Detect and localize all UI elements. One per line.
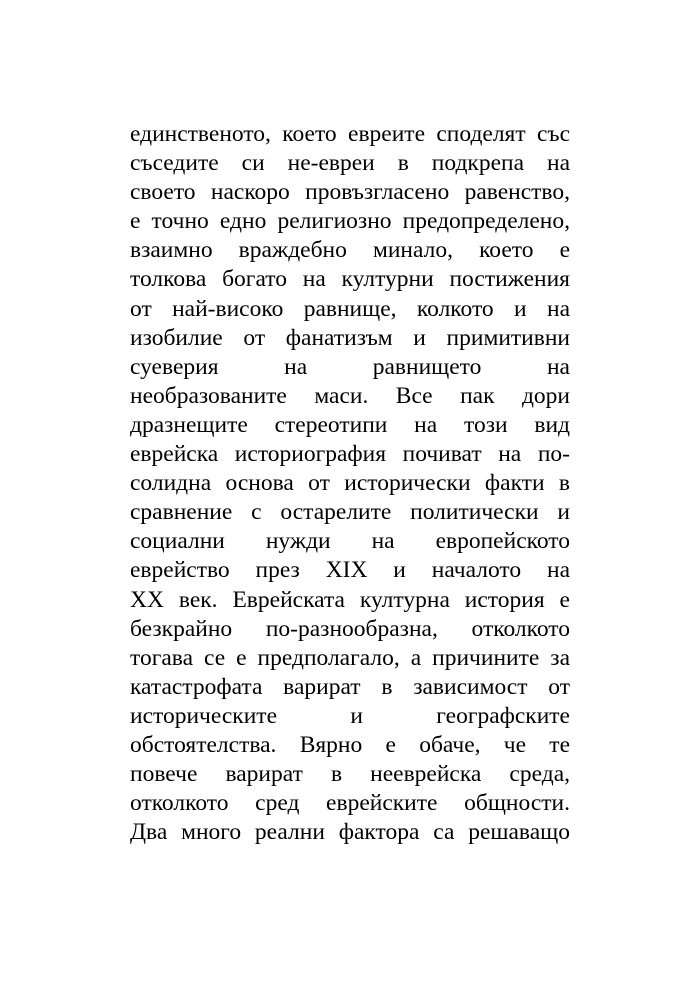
text-line: солидна основа от исторически факти в: [130, 470, 570, 497]
text-line: суеверия на равнището на: [130, 353, 570, 380]
text-line: еврейство през XIX и началото на: [130, 557, 570, 584]
text-line: катастрофата варират в зависимост от: [130, 673, 570, 700]
text-line: историческите и географските: [130, 702, 570, 729]
text-line: взаимно враждебно минало, което е: [130, 237, 570, 264]
text-line: от най-високо равнище, колкото и на: [130, 295, 570, 322]
text-line: е точно едно религиозно предопределено,: [130, 208, 570, 235]
text-line: сравнение с остарелите политически и: [130, 499, 570, 526]
text-line: повече варират в нееврейска среда,: [130, 761, 570, 788]
text-line: XX век. Еврейската културна история е: [130, 586, 570, 613]
text-line: обстоятелства. Вярно е обаче, че те: [130, 731, 570, 758]
text-line: еврейска историография почиват на по-: [130, 441, 570, 468]
body-text: [130, 120, 570, 847]
text-line: съседите си не-евреи в подкрепа на: [130, 150, 570, 177]
text-line: безкрайно по-разнообразна, отколкото: [130, 615, 570, 642]
text-line: своето наскоро провъзгласено равенство,: [130, 179, 570, 206]
text-line: тогава се е предполагало, а причините за: [130, 644, 570, 671]
text-line: дразнещите стереотипи на този вид: [130, 411, 570, 438]
text-line: изобилие от фанатизъм и примитивни: [130, 324, 570, 351]
text-line: толкова богато на културни постижения: [130, 266, 570, 293]
text-line: отколкото сред еврейските общности.: [130, 790, 570, 817]
text-line: Два много реални фактора са решаващо: [130, 819, 570, 846]
text-line: необразованите маси. Все пак дори: [130, 382, 570, 409]
text-line: единственото, което евреите споделят със: [130, 121, 570, 147]
text-line: социални нужди на европейското: [130, 528, 570, 555]
